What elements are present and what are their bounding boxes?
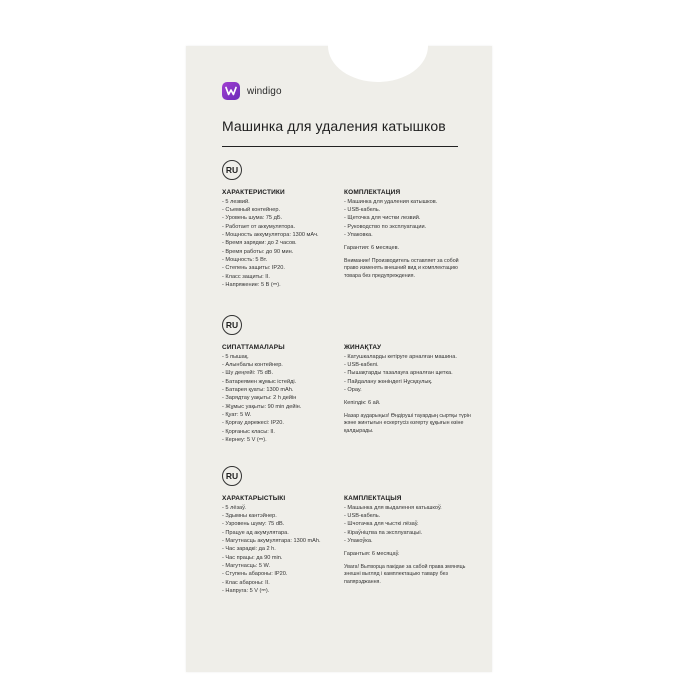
contents-heading: КАМПЛЕКТАЦЫЯ	[344, 495, 402, 502]
contents-item: - Машынка для выдалення катышкоў.	[344, 504, 442, 511]
specs-column	[222, 344, 344, 444]
contents-item: - Шчотачка для чысткі лёзаў.	[344, 521, 419, 528]
notice-text: Внимание! Производитель оставляет за собой право изменять внешний вид и комплектацию товара без предупреждения.	[344, 257, 459, 279]
section-1	[222, 160, 472, 289]
spec-item: - Здымны кантэйнер.	[222, 512, 277, 519]
spec-item: - Магутнасць: 5 W.	[222, 562, 271, 569]
spec-item: - Мощность: 5 Вт.	[222, 256, 268, 263]
brand	[222, 82, 282, 100]
contents-item: - Упакоўка.	[344, 537, 373, 544]
contents-item: - Пайдалану жөніндегі Нұсқаулық.	[344, 378, 433, 385]
contents-item: - USB-кабель.	[344, 206, 381, 213]
specs-heading: ХАРАКТЕРИСТИКИ	[222, 189, 285, 196]
contents-item: - USB-кабель.	[344, 512, 381, 519]
language-badge: RU	[222, 466, 242, 486]
contents-column	[344, 189, 472, 289]
notice-text: Увага! Вытворца пакідае за сабой права змяняць знешні выгляд і камплектацыю тавару без папярэджання.	[344, 563, 466, 585]
contents-item: - Щеточка для чистки лезвий.	[344, 215, 421, 222]
spec-item: - Қуат: 5 W.	[222, 411, 252, 418]
spec-item: - Напруга: 5 V (⎓).	[222, 587, 270, 594]
contents-item: - Орау.	[344, 386, 362, 393]
warranty-text: Кепілдік: 6 ай.	[344, 400, 381, 407]
contents-column	[344, 344, 472, 444]
contents-heading: КОМПЛЕКТАЦИЯ	[344, 189, 401, 196]
spec-item: - Магутнасць акумулятара: 1300 mAh.	[222, 537, 321, 544]
spec-item: - Батарея қуаты: 1300 mAh.	[222, 386, 294, 393]
contents-item: - USB-кабелі.	[344, 361, 379, 368]
contents-column	[344, 495, 472, 595]
spec-item: - Шу деңгейі: 75 dB.	[222, 370, 274, 377]
spec-item: - Алынбалы контейнер.	[222, 361, 283, 368]
spec-item: - Ступень абароны: IP20.	[222, 571, 288, 578]
spec-item: - 5 пышақ.	[222, 353, 249, 360]
specs-heading: ХАРАКТАРЫСТЫКІ	[222, 495, 286, 502]
language-badge: RU	[222, 315, 242, 335]
spec-item: - Напряжение: 5 В (⎓).	[222, 281, 281, 288]
spec-item: - Клас абароны: II.	[222, 579, 270, 586]
specs-heading: СИПАТТАМАЛАРЫ	[222, 344, 285, 351]
spec-item: - Класс защиты: II.	[222, 273, 270, 280]
packaging-card	[186, 46, 492, 672]
warranty-text: Гарантия: 6 месяцев.	[344, 245, 400, 252]
specs-column	[222, 495, 344, 595]
spec-item: - Батареямен жұмыс істейді.	[222, 378, 297, 385]
spec-item: - Час працы: да 90 min.	[222, 554, 283, 561]
notice-text: Назар аударыңыз! Өндіруші тауардың сыртқы түрін және жинтығын ескертусіз өзгерту құқығын өзіне қалдырады.	[344, 412, 471, 434]
spec-item: - Мощность аккумулятора: 1300 мАч.	[222, 231, 319, 238]
specs-column	[222, 189, 344, 289]
section-2	[222, 315, 472, 444]
warranty-text: Гарантыя: 6 месяцаў.	[344, 551, 400, 558]
contents-item: - Кіраўніцтва па эксплуатацыі.	[344, 529, 423, 536]
spec-item: - Кернеу: 5 V (⎓).	[222, 436, 267, 443]
spec-item: - Съемный контейнер.	[222, 206, 281, 213]
section-3	[222, 466, 472, 595]
language-badge: RU	[222, 160, 242, 180]
title-divider	[222, 146, 458, 147]
contents-item: - Пышақтарды тазалауға арналған щетка.	[344, 370, 453, 377]
spec-item: - 5 лёзаў.	[222, 504, 246, 511]
spec-item: - Час зарадкі: да 2 h.	[222, 546, 276, 553]
spec-item: - Работает от аккумулятора.	[222, 223, 296, 230]
contents-heading: ЖИНАҚТАУ	[344, 344, 382, 351]
spec-item: - Время работы: до 90 мин.	[222, 248, 294, 255]
hang-tab-notch	[328, 10, 428, 82]
contents-item: - Руководство по эксплуатации.	[344, 223, 427, 230]
contents-item: - Катушкаларды кетіруге арналған машина.	[344, 353, 457, 360]
spec-item: - Қорғаныс класы: II.	[222, 428, 275, 435]
spec-item: - Уровень шума: 75 дБ.	[222, 215, 283, 222]
spec-item: - Қорғау дәрежесі: IP20.	[222, 420, 284, 427]
spec-item: - Степень защиты: IP20.	[222, 265, 285, 272]
spec-item: - Время зарядки: до 2 часов.	[222, 240, 297, 247]
spec-item: - Жұмыс уақыты: 90 min дейін.	[222, 403, 302, 410]
brand-name: windigo	[247, 85, 282, 97]
windigo-logo-icon	[222, 82, 240, 100]
contents-item: - Упаковка.	[344, 231, 373, 238]
spec-item: - Узровень шуму: 75 dB.	[222, 521, 285, 528]
spec-item: - 5 лезвий.	[222, 198, 250, 205]
contents-item: - Машинка для удаления катышков.	[344, 198, 438, 205]
spec-item: - Зарядтау уақыты: 2 h дейін	[222, 395, 297, 402]
spec-item: - Працуе ад акумулятара.	[222, 529, 289, 536]
product-title: Машинка для удаления катышков	[222, 118, 446, 134]
